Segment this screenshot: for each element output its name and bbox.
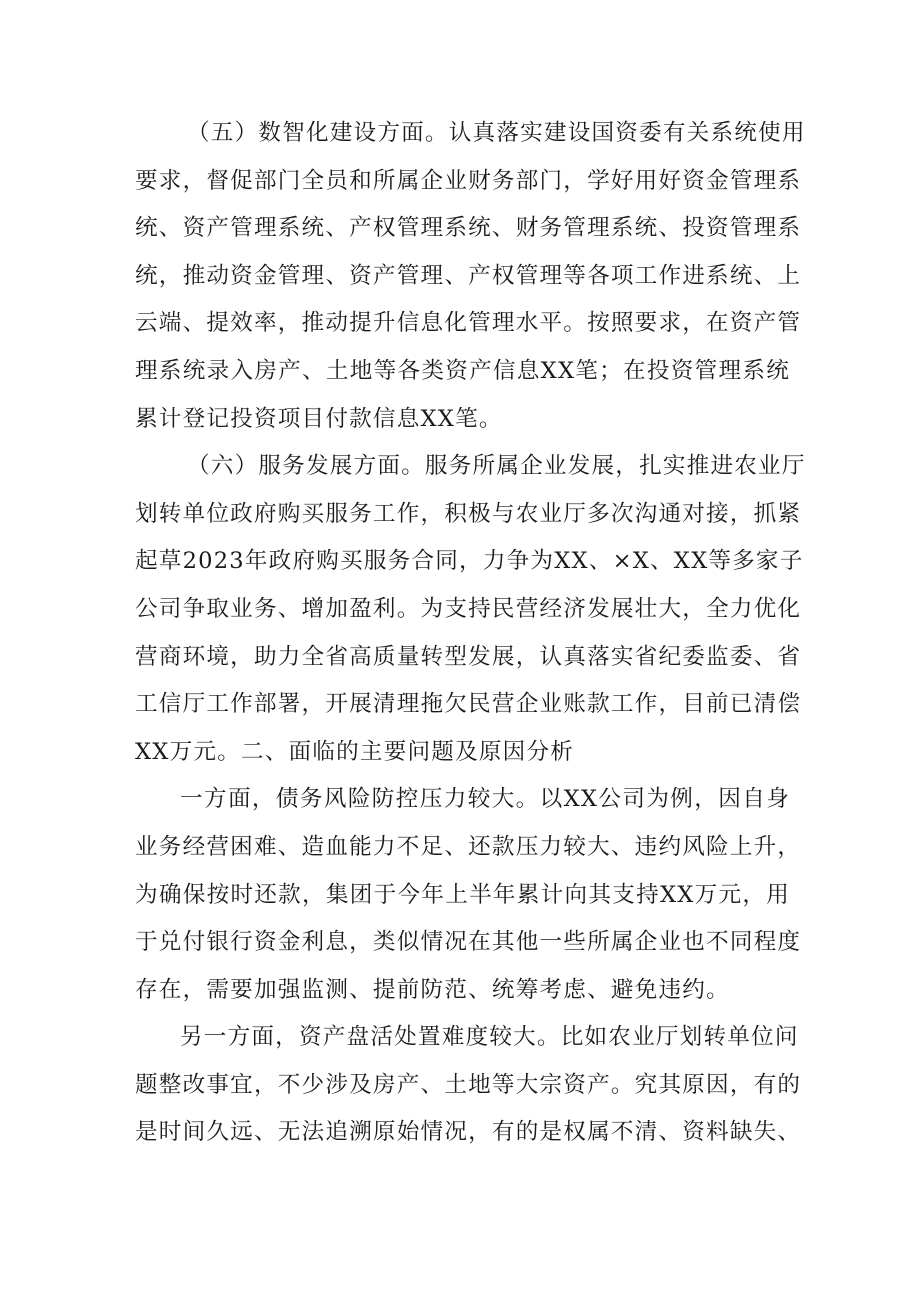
text-line: 另一方面，资产盘活处置难度较大。比如农业厅划转单位问: [180, 1024, 799, 1051]
text-line: 工信厅工作部署，开展清理拖欠民营企业账款工作，目前已清偿: [135, 691, 802, 718]
text-line: 为确保按时还款，集团于今年上半年累计向其支持XX万元，用: [135, 881, 790, 908]
text-line: （五）数智化建设方面。认真落实建设国资委有关系统使用: [187, 120, 806, 146]
paragraph-debt-risk: [135, 776, 802, 1014]
paragraph-digital-construction: [135, 110, 806, 443]
text-line: 营商环境，助力全省高质量转型发展，认真落实省纪委监委、省: [135, 643, 802, 670]
text-line: 业务经营困难、造血能力不足、还款压力较大、违约风险上升，: [135, 833, 802, 860]
text-line: 划转单位政府购买服务工作，积极与农业厅多次沟通对接，抓紧: [135, 500, 802, 527]
text-line: XX万元。二、面临的主要问题及原因分析: [135, 738, 575, 765]
text-line: 统，推动资金管理、资产管理、产权管理等各项工作进系统、上: [135, 262, 802, 289]
text-line: 要求，督促部门全员和所属企业财务部门，学好用好资金管理系: [135, 167, 802, 194]
paragraph-asset-disposal: [135, 1014, 802, 1157]
text-line: 统、资产管理系统、产权管理系统、财务管理系统、投资管理系: [135, 215, 802, 242]
text-line: 理系统录入房产、土地等各类资产信息XX笔；在投资管理系统: [135, 357, 790, 384]
document-page: [135, 110, 806, 1157]
text-line: 是时间久远、无法追溯原始情况，有的是权属不清、资料缺失、: [135, 1119, 802, 1146]
text-line: 一方面，债务风险防控压力较大。以XX公司为例，因自身: [180, 786, 790, 813]
text-line: （六）服务发展方面。服务所属企业发展，扎实推进农业厅: [187, 453, 806, 480]
text-line: 存在，需要加强监测、提前防范、统筹考虑、避免违约。: [135, 976, 730, 1003]
text-line: 云端、提效率，推动提升信息化管理水平。按照要求，在资产管: [135, 310, 802, 337]
text-line: 题整改事宜，不少涉及房产、土地等大宗资产。究其原因，有的: [135, 1071, 802, 1098]
text-line: 于兑付银行资金利息，类似情况在其他一些所属企业也不同程度: [135, 929, 802, 956]
text-line: 累计登记投资项目付款信息XX笔。: [135, 405, 503, 432]
text-line: 起草2023年政府购买服务合同，力争为XX、×X、XX等多家子: [135, 548, 804, 575]
paragraph-service-development: [135, 443, 806, 776]
text-line: 公司争取业务、增加盈利。为支持民营经济发展壮大，全力优化: [135, 595, 802, 622]
